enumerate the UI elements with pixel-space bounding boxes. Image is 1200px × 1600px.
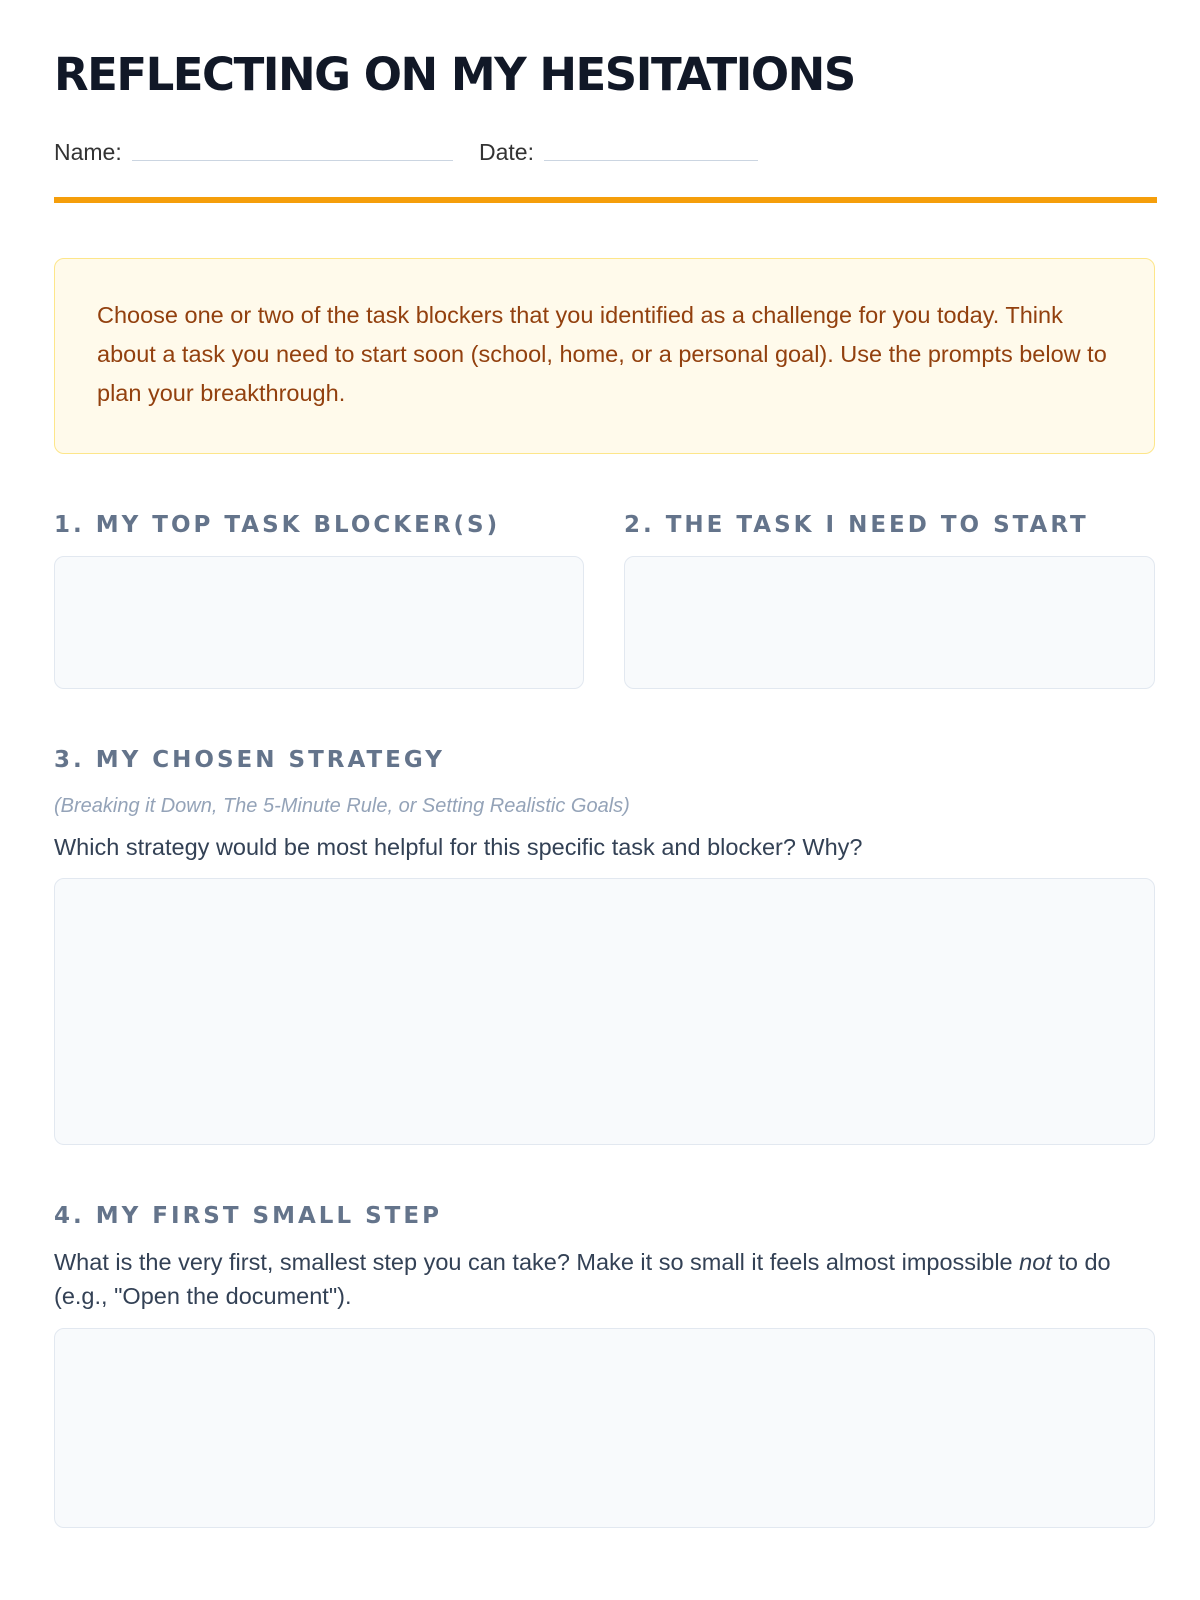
section-heading-task: 2. THE TASK I NEED TO START <box>624 512 1089 538</box>
strategy-answer-box[interactable] <box>54 878 1155 1145</box>
first-step-prompt-end: to do (e.g., "Open the document"). <box>54 1249 1111 1309</box>
first-step-prompt <box>54 1245 1157 1313</box>
name-label: Name: <box>54 139 122 165</box>
strategy-hint: (Breaking it Down, The 5-Minute Rule, or Setting Realistic Goals) <box>54 795 630 817</box>
instructions-callout <box>54 258 1155 454</box>
date-line[interactable] <box>544 160 758 161</box>
section-heading-strategy: 3. MY CHOSEN STRATEGY <box>54 747 445 773</box>
name-line[interactable] <box>132 160 453 161</box>
blockers-answer-box[interactable] <box>54 556 584 689</box>
strategy-prompt: Which strategy would be most helpful for this specific task and blocker? Why? <box>54 834 863 860</box>
first-step-answer-box[interactable] <box>54 1328 1155 1528</box>
first-step-prompt-start: What is the very first, smallest step you can take? Make it so small it feels almost impossible <box>54 1249 1020 1275</box>
worksheet-title: REFLECTING ON MY HESITATIONS <box>54 48 855 101</box>
first-step-prompt-emphasis: not <box>1019 1249 1052 1275</box>
name-date-row <box>54 137 1157 167</box>
section-heading-blockers: 1. MY TOP TASK BLOCKER(S) <box>54 512 501 538</box>
task-answer-box[interactable] <box>624 556 1155 689</box>
section-heading-first-step: 4. MY FIRST SMALL STEP <box>54 1203 442 1229</box>
instructions-text: Choose one or two of the task blockers that you identified as a challenge for you today. Think about a task you need to start soon (school, home, or a personal goal). Use the prompts below to plan your breakthrough. <box>97 302 1107 406</box>
accent-divider <box>54 197 1157 203</box>
date-label: Date: <box>479 139 534 165</box>
